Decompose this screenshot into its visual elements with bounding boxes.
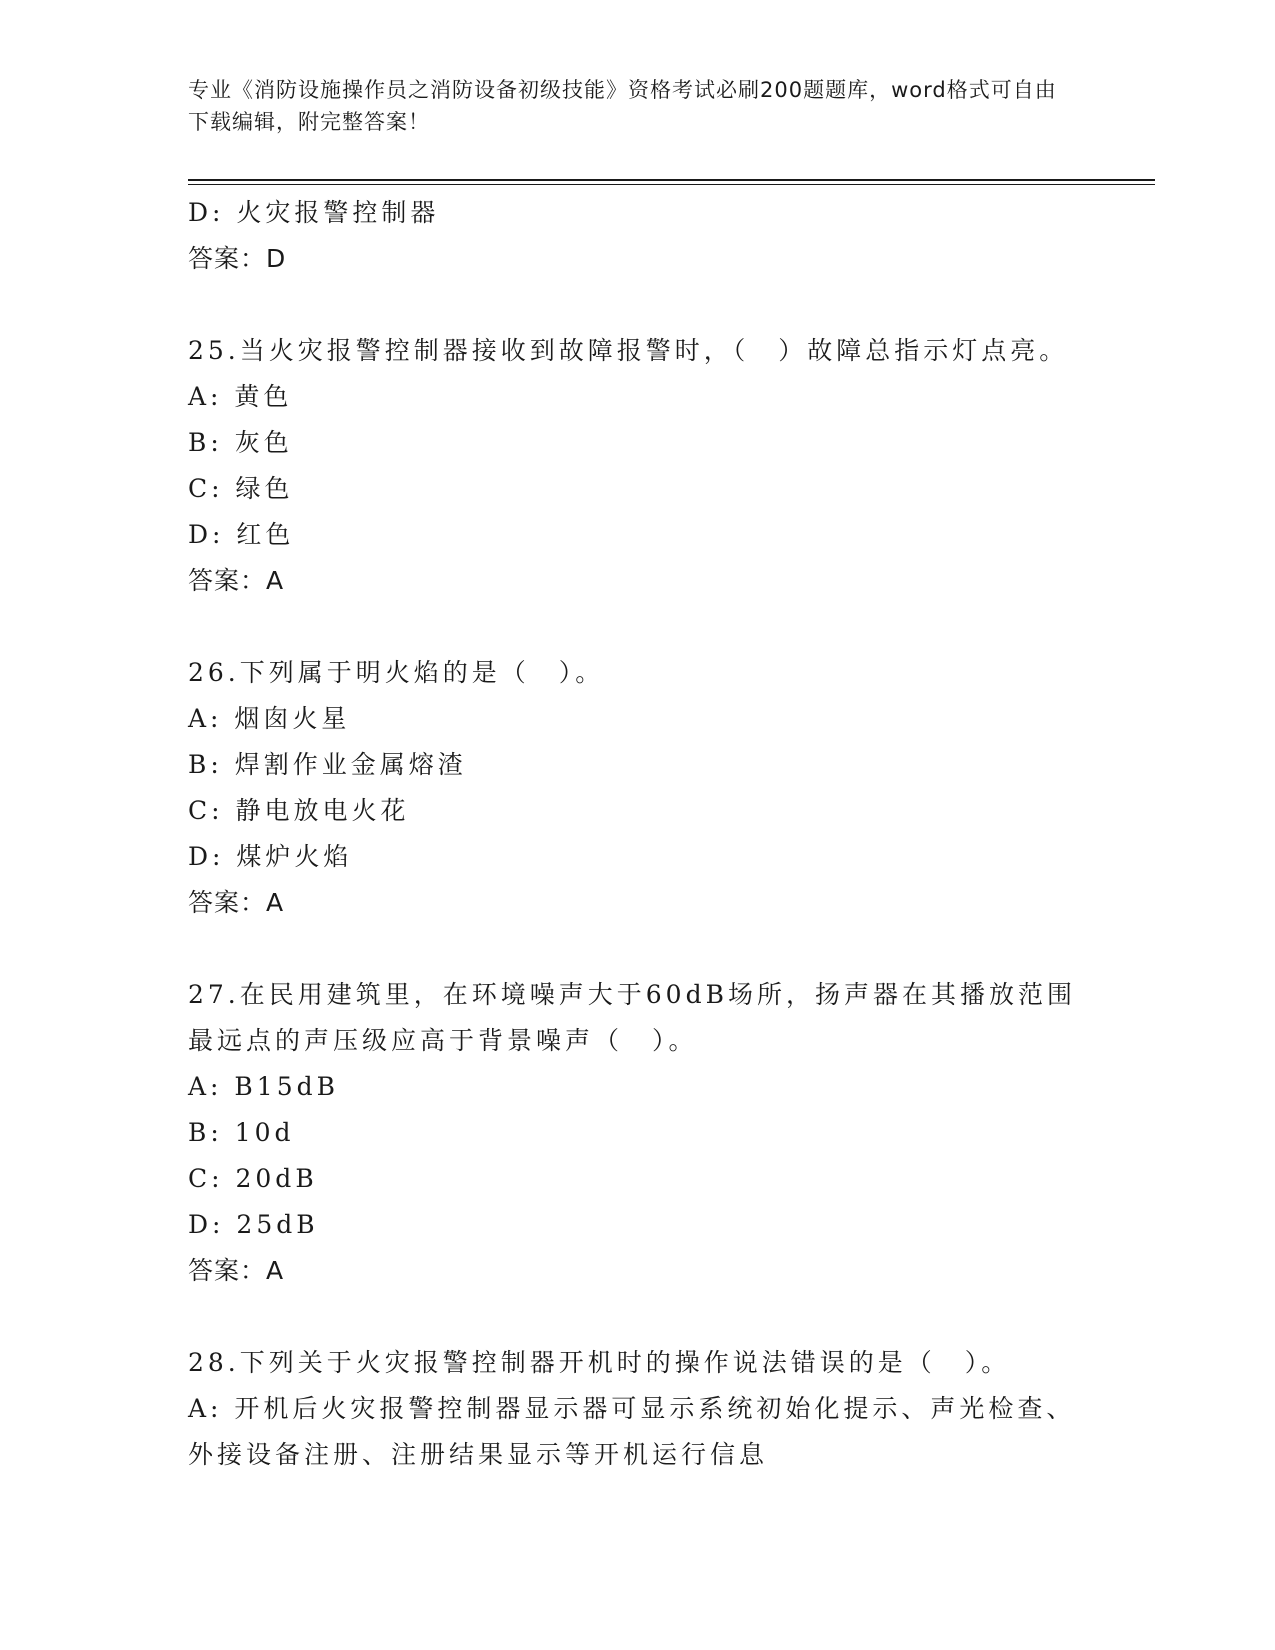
option-b: B: 灰色 [188,428,293,457]
question-28 [188,1340,1088,1478]
question-title: 28.下列关于火灾报警控制器开机时的操作说法错误的是（ ）。 [188,1348,1011,1377]
question-26 [188,650,1088,926]
option-a-line-1: A: 开机后火灾报警控制器显示器可显示系统初始化提示、声光检查、 [188,1394,1076,1423]
option-b: B: 焊割作业金属熔渣 [188,750,467,779]
option-c: C: 静电放电火花 [188,796,410,825]
option-c: C: 绿色 [188,474,294,503]
document-header: 专业《消防设施操作员之消防设备初级技能》资格考试必刷200题题库，word格式可自由下载编辑，附完整答案！ [188,78,1057,134]
answer: 答案：A [188,566,285,595]
option-a-line-2: 外接设备注册、注册结果显示等开机运行信息 [188,1440,769,1469]
question-title: 26.下列属于明火焰的是（ ）。 [188,658,605,687]
answer: 答案：A [188,1256,285,1285]
answer: 答案：D [188,244,287,273]
question-content [188,190,1088,1478]
option-c: C: 20dB [188,1164,318,1193]
question-27 [188,972,1088,1294]
question-title-line-2: 最远点的声压级应高于背景噪声（ ）。 [188,1026,698,1055]
question-title: 25.当火灾报警控制器接收到故障报警时，（ ）故障总指示灯点亮。 [188,336,1069,365]
option-a: A: 黄色 [188,382,293,411]
option-a: A: B15dB [188,1072,339,1101]
question-25 [188,328,1088,604]
option-d: D: 25dB [188,1210,319,1239]
question-title-line-1: 27.在民用建筑里，在环境噪声大于60dB场所，扬声器在其播放范围 [188,980,1076,1009]
header-divider-thick [188,179,1155,181]
header-divider-thin [188,184,1155,185]
option-d: D: 红色 [188,520,295,549]
option-b: B: 10d [188,1118,295,1147]
option-a: A: 烟囱火星 [188,704,351,733]
question-24-continuation [188,190,1088,282]
option-d: D: 火灾报警控制器 [188,198,440,227]
option-d: D: 煤炉火焰 [188,842,353,871]
answer: 答案：A [188,888,285,917]
